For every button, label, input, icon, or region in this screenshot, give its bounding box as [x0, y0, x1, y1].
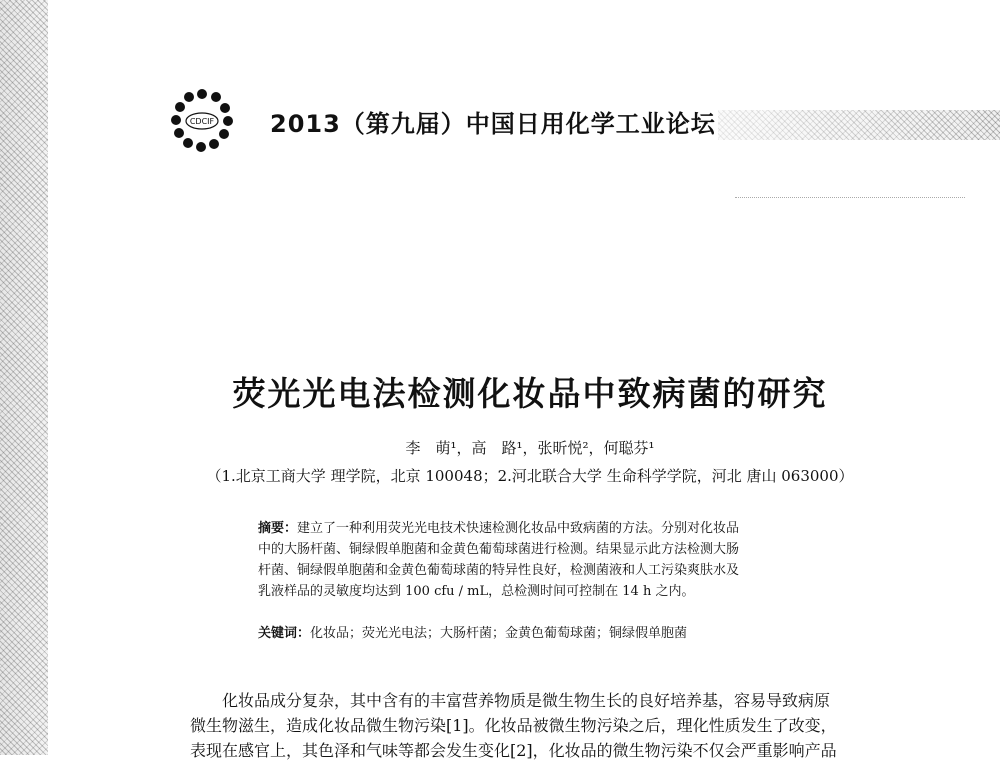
keywords-block [258, 622, 858, 641]
abstract-line: 摘要：建立了一种利用荧光光电技术快速检测化妆品中致病菌的方法。分别对化妆品 [258, 521, 740, 536]
paper-authors: 李 萌¹，高 路¹，张昕悦²，何聪芬¹ [405, 439, 655, 457]
conference-logo [170, 88, 234, 152]
body-line: 微生物滋生，造成化妆品微生物污染[1]。化妆品被微生物污染之后，理化性质发生了改变， [190, 716, 837, 735]
decorative-dotted-rule [735, 197, 965, 198]
abstract-label: 摘要： [258, 521, 298, 536]
abstract-line: 乳液样品的灵敏度均达到 100 cfu / mL，总检测时间可控制在 14 h 之内。 [258, 584, 695, 599]
body-line: 化妆品成分复杂，其中含有的丰富营养物质是微生物生长的良好培养基，容易导致病原 [222, 691, 831, 710]
conference-header [170, 88, 1000, 148]
conference-series-title: 2013（第九届）中国日用化学工业论坛 [270, 110, 716, 138]
header-decorative-band [718, 110, 1000, 140]
abstract-line: 中的大肠杆菌、铜绿假单胞菌和金黄色葡萄球菌进行检测。结果显示此方法检测大肠 [258, 542, 740, 557]
logo-text: CDCIF [189, 117, 215, 126]
keywords-label: 关键词： [258, 626, 311, 641]
keywords-text: 化妆品；荧光光电法；大肠杆菌；金黄色葡萄球菌；铜绿假单胞菌 [310, 626, 688, 641]
paper-affiliations: （1.北京工商大学 理学院，北京 100048；2.河北联合大学 生命科学学院，河北 唐山 063000） [206, 467, 854, 485]
abstract-block [258, 518, 858, 602]
body-line: 表现在感官上，其色泽和气味等都会发生变化[2]，化妆品的微生物污染不仅会严重影响产品 [190, 741, 837, 760]
body-text [190, 688, 960, 763]
paper-title: 荧光光电法检测化妆品中致病菌的研究 [232, 374, 828, 413]
abstract-line: 杆菌、铜绿假单胞菌和金黄色葡萄球菌的特异性良好，检测菌液和人工污染爽肤水及 [258, 563, 740, 578]
